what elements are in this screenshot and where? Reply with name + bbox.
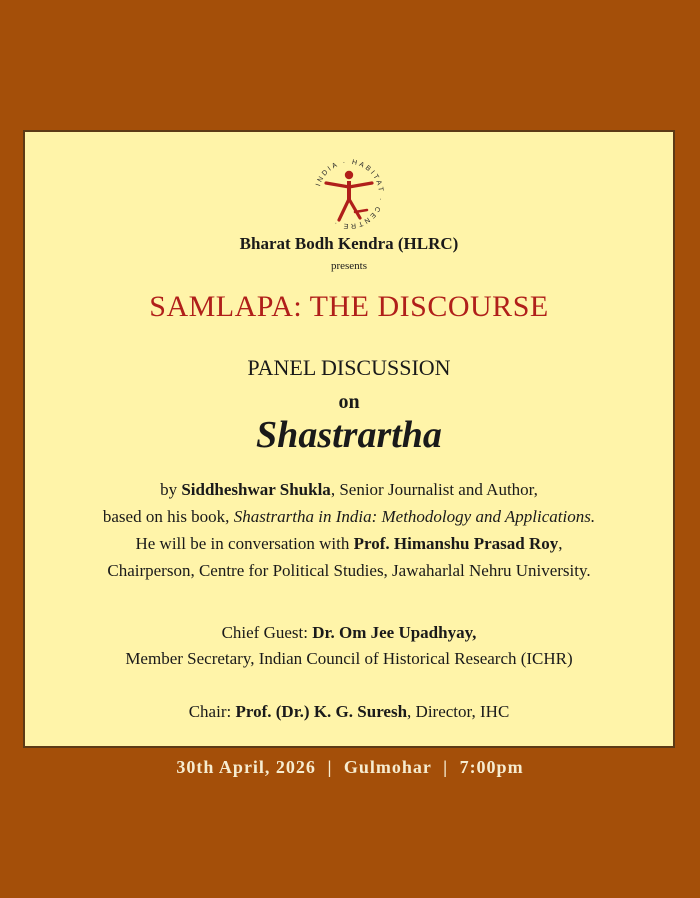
organizer-name: Bharat Bodh Kendra (HLRC) [239,234,459,253]
conversation-prefix: He will be in conversation with [135,534,354,553]
book-prefix: based on his book, [102,507,234,526]
speaker-role: , Senior Journalist and Author, [330,480,538,499]
chair-role: , Director, IHC [407,702,510,721]
by-label: by [160,480,182,499]
speaker-name: Siddheshwar Shukla [181,480,331,499]
moderator-name: Prof. Himanshu Prasad Roy [353,534,559,553]
on-label: on [338,391,360,413]
chief-guest-block [25,620,673,672]
human-figure-icon [326,171,372,220]
book-title: Shastrartha in India: Methodology and Applications. [233,507,596,526]
description-line-4: Chairperson, Centre for Political Studies, Jawaharlal Nehru University. [107,561,591,580]
india-habitat-centre-logo [309,154,389,234]
event-date: 30th April, 2026 [176,757,316,777]
event-details-footer [0,757,700,778]
chief-guest-role: Member Secretary, Indian Council of Historical Research (ICHR) [125,649,573,668]
description-line-3 [25,530,673,557]
chair-line [25,702,673,722]
invitation-card [23,130,675,748]
separator: | [327,757,333,777]
presents-label: presents [330,260,368,272]
chief-guest-line [25,620,673,646]
topic-title: Shastrartha [256,414,442,456]
event-description [25,476,673,584]
moderator-suffix: , [558,534,563,553]
series-title: SAMLAPA: THE DISCOURSE [149,290,549,323]
chief-guest-name: Dr. Om Jee Upadhyay, [312,623,477,642]
separator: | [443,757,449,777]
svg-text:INDIA · HABITAT · CENTRE ·: INDIA · HABITAT · CENTRE · [315,158,385,230]
event-venue: Gulmohar [343,757,432,777]
chief-guest-label: Chief Guest: [221,623,313,642]
chair-label: Chair: [188,702,236,721]
description-line-2 [25,503,673,530]
description-line-1 [25,476,673,503]
event-type: PANEL DISCUSSION [247,355,451,380]
chair-name: Prof. (Dr.) K. G. Suresh [235,702,408,721]
event-time: 7:00pm [459,757,524,777]
